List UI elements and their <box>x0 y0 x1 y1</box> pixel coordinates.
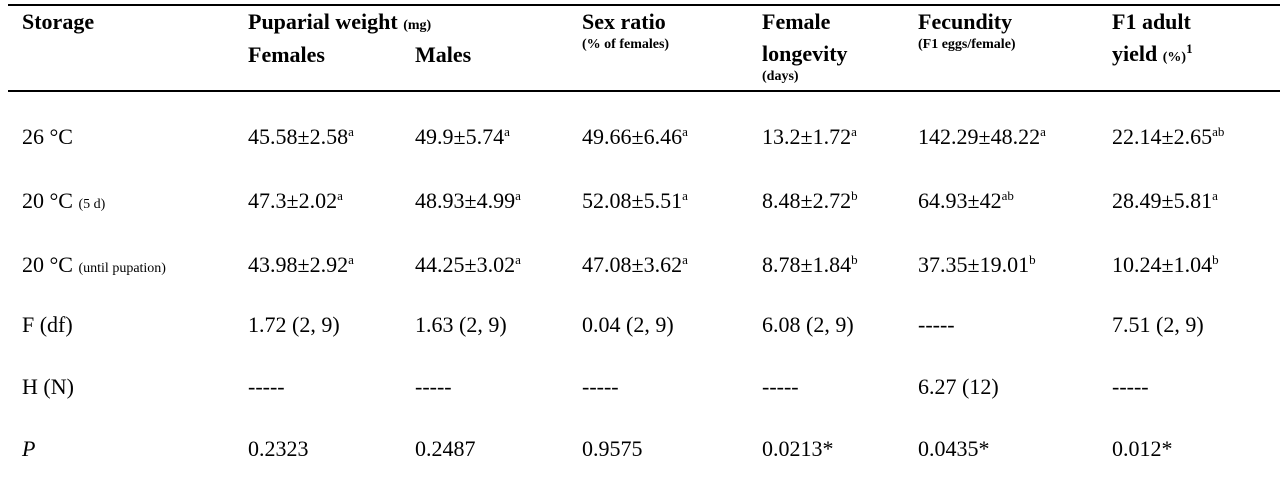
cell-sex-ratio <box>582 312 674 338</box>
cell-longevity <box>762 374 799 400</box>
cell-fecundity <box>918 252 1036 278</box>
sig-letter: a <box>1040 124 1046 139</box>
row-storage <box>22 252 166 282</box>
sig-letter: a <box>851 124 857 139</box>
cell-f1-yield <box>1112 312 1204 338</box>
value: 64.93±42 <box>918 188 1002 213</box>
cell-males <box>415 252 521 278</box>
value: 47.3±2.02 <box>248 188 338 213</box>
value: 37.35±19.01 <box>918 252 1030 277</box>
value: ----- <box>415 374 452 399</box>
header-sex-ratio-unit: (% of females) <box>582 37 670 52</box>
value: 1.63 (2, 9) <box>415 312 507 337</box>
storage-label: 20 °C <box>22 188 73 213</box>
value: ----- <box>248 374 285 399</box>
cell-males <box>415 188 521 214</box>
storage-note: (5 d) <box>78 197 106 212</box>
row-storage <box>22 374 74 400</box>
header-females: Females <box>248 42 325 67</box>
cell-sex-ratio <box>582 252 688 278</box>
value: 8.48±2.72 <box>762 188 852 213</box>
header-fecundity-unit: (F1 eggs/female) <box>918 37 1016 52</box>
cell-longevity <box>762 124 857 150</box>
cell-fecundity <box>918 188 1014 214</box>
header-f1-yield-unit: (%) <box>1162 50 1187 65</box>
value: 0.2323 <box>248 436 309 461</box>
header-males: Males <box>415 42 472 67</box>
sig-letter: a <box>682 252 688 267</box>
top-rule <box>8 4 1280 6</box>
storage-label: P <box>22 436 36 461</box>
header-f1-yield <box>1112 40 1193 71</box>
header-female-longevity-line2: longevity <box>762 41 848 66</box>
sig-letter: a <box>348 124 354 139</box>
value: 44.25±3.02 <box>415 252 516 277</box>
value: 48.93±4.99 <box>415 188 516 213</box>
cell-longevity <box>762 436 834 462</box>
cell-longevity <box>762 188 858 214</box>
cell-females <box>248 124 354 150</box>
cell-fecundity <box>918 312 955 338</box>
header-puparial-weight-unit: (mg) <box>403 18 432 33</box>
cell-sex-ratio <box>582 124 688 150</box>
cell-males <box>415 124 510 150</box>
cell-sex-ratio <box>582 436 643 462</box>
value: 10.24±1.04 <box>1112 252 1213 277</box>
header-f1-footnote: 1 <box>1186 41 1193 56</box>
cell-longevity <box>762 252 858 278</box>
value: ----- <box>1112 374 1149 399</box>
cell-females <box>248 188 343 214</box>
header-sex-ratio: Sex ratio <box>582 9 666 34</box>
value: ----- <box>762 374 799 399</box>
cell-males <box>415 374 452 400</box>
sig-letter: a <box>348 252 354 267</box>
value: 0.04 (2, 9) <box>582 312 674 337</box>
value: 13.2±1.72 <box>762 124 852 149</box>
cell-fecundity <box>918 436 990 462</box>
cell-sex-ratio <box>582 188 688 214</box>
value: 6.08 (2, 9) <box>762 312 854 337</box>
header-f1-yield-label: yield <box>1112 41 1158 66</box>
sig-letter: a <box>337 188 343 203</box>
cell-f1-yield <box>1112 124 1224 150</box>
sig-letter: b <box>1029 252 1036 267</box>
sig-letter: a <box>515 252 521 267</box>
value: 43.98±2.92 <box>248 252 349 277</box>
sig-letter: b <box>1212 252 1219 267</box>
storage-label: F (df) <box>22 312 73 337</box>
cell-f1-yield <box>1112 436 1173 462</box>
value: 0.2487 <box>415 436 476 461</box>
row-storage <box>22 312 73 338</box>
sig-letter: a <box>504 124 510 139</box>
cell-f1-yield <box>1112 252 1219 278</box>
value: 22.14±2.65 <box>1112 124 1213 149</box>
sig-letter: b <box>851 252 858 267</box>
cell-fecundity <box>918 124 1046 150</box>
value: ----- <box>918 312 955 337</box>
cell-females <box>248 312 340 338</box>
storage-label: H (N) <box>22 374 74 399</box>
sig-letter: a <box>682 188 688 203</box>
value: 28.49±5.81 <box>1112 188 1213 213</box>
value: 1.72 (2, 9) <box>248 312 340 337</box>
sig-letter: ab <box>1212 124 1225 139</box>
row-storage <box>22 436 35 462</box>
row-storage <box>22 188 105 218</box>
storage-note: (until pupation) <box>78 261 166 276</box>
cell-females <box>248 436 309 462</box>
value: 49.9±5.74 <box>415 124 505 149</box>
cell-males <box>415 312 507 338</box>
sig-letter: b <box>851 188 858 203</box>
cell-f1-yield <box>1112 374 1149 400</box>
row-storage <box>22 124 73 150</box>
cell-fecundity <box>918 374 999 400</box>
sig-letter: a <box>515 188 521 203</box>
sig-letter: ab <box>1001 188 1014 203</box>
header-f1-adult: F1 adult <box>1112 9 1191 34</box>
header-storage: Storage <box>22 9 95 34</box>
header-rule <box>8 90 1280 92</box>
cell-f1-yield <box>1112 188 1218 214</box>
storage-label: 20 °C <box>22 252 73 277</box>
value: 52.08±5.51 <box>582 188 683 213</box>
value: 45.58±2.58 <box>248 124 349 149</box>
cell-sex-ratio <box>582 374 619 400</box>
sig-letter: a <box>682 124 688 139</box>
cell-longevity <box>762 312 854 338</box>
value: 142.29±48.22 <box>918 124 1041 149</box>
header-puparial-weight <box>248 8 431 39</box>
value: 0.0435* <box>918 436 990 461</box>
header-female-longevity-line1: Female <box>762 9 831 34</box>
header-puparial-weight-label: Puparial weight <box>248 9 398 34</box>
cell-females <box>248 374 285 400</box>
value: 0.012* <box>1112 436 1173 461</box>
value: 7.51 (2, 9) <box>1112 312 1204 337</box>
header-fecundity: Fecundity <box>918 9 1013 34</box>
value: 8.78±1.84 <box>762 252 852 277</box>
header-female-longevity-unit: (days) <box>762 69 799 84</box>
storage-label: 26 °C <box>22 124 73 149</box>
value: 6.27 (12) <box>918 374 999 399</box>
sig-letter: a <box>1212 188 1218 203</box>
value: ----- <box>582 374 619 399</box>
value: 47.08±3.62 <box>582 252 683 277</box>
value: 49.66±6.46 <box>582 124 683 149</box>
value: 0.9575 <box>582 436 643 461</box>
cell-females <box>248 252 354 278</box>
cell-males <box>415 436 476 462</box>
value: 0.0213* <box>762 436 834 461</box>
